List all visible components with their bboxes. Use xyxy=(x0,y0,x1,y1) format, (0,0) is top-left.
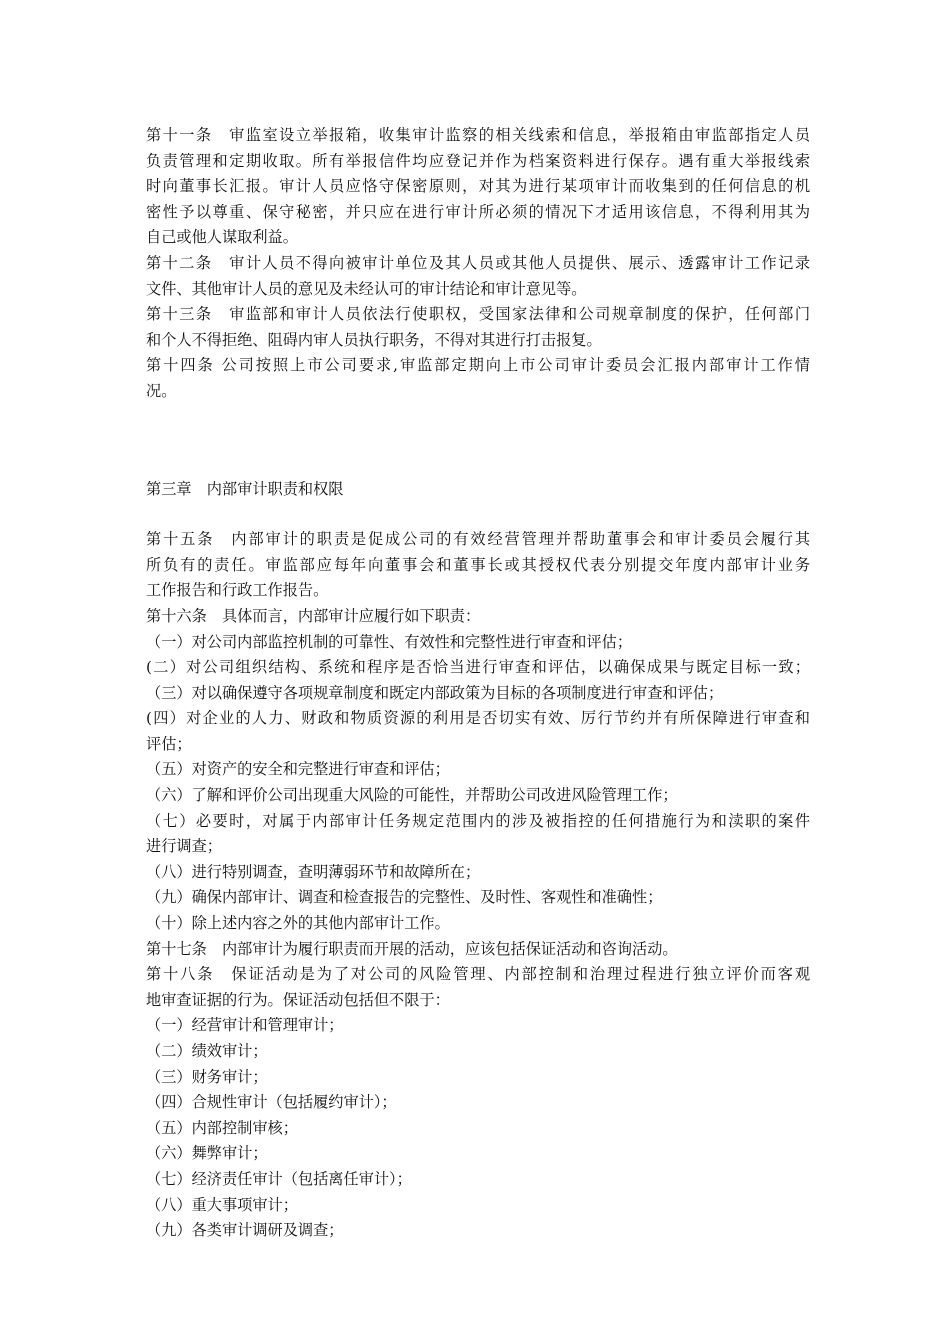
spacer xyxy=(146,405,810,477)
list-item: （七）经济责任审计（包括离任审计）； xyxy=(146,1169,412,1188)
list-item: （三）财务审计； xyxy=(146,1067,268,1086)
paragraph-line: 第十五条 内部审计的职责是促成公司的有效经营管理并帮助董事会和审计委员会履行其 xyxy=(146,530,810,549)
list-item-continuation: 评估； xyxy=(146,734,192,753)
list-item: （三）对以确保遵守各项规章制度和既定内部政策为目标的各项制度进行审查和评估； xyxy=(146,683,724,702)
list-item: （六）舞弊审计； xyxy=(146,1144,268,1163)
paragraph-line: 第十七条 内部审计为履行职责而开展的活动，应该包括保证活动和咨询活动。 xyxy=(146,939,678,958)
list-item: (四）对企业的人力、财政和物质资源的利用是否切实有效、厉行节约并有所保障进行审查和 xyxy=(146,709,810,728)
list-item: (二）对公司组织结构、系统和程序是否恰当进行审查和评估，以确保成果与既定目标一致； xyxy=(146,658,810,677)
paragraph-line: 第十三条 审监部和审计人员依法行使职权，受国家法律和公司规章制度的保护，任何部门 xyxy=(146,305,810,324)
list-item: （一）对公司内部监控机制的可靠性、有效性和完整性进行审查和评估； xyxy=(146,632,632,651)
paragraph-line: 第十一条 审监室设立举报箱，收集审计监察的相关线索和信息，举报箱由审监部指定人员 xyxy=(146,126,810,144)
list-item: （八）重大事项审计； xyxy=(146,1195,298,1214)
section-articles-15-18 xyxy=(146,527,810,1244)
chapter-heading: 第三章 内部审计职责和权限 xyxy=(146,479,344,498)
paragraph-line: 负责管理和定期收取。所有举报信件均应登记并作为档案资料进行保存。遇有重大举报线索 xyxy=(146,151,810,170)
list-item: （五）内部控制审核； xyxy=(146,1118,298,1137)
paragraph-line: 地审查证据的行为。保证活动包括但不限于： xyxy=(146,990,450,1009)
list-item: （六）了解和评价公司出现重大风险的可能性，并帮助公司改进风险管理工作； xyxy=(146,786,678,805)
paragraph-line: 第十二条 审计人员不得向被审计单位及其人员或其他人员提供、展示、透露审计工作记录 xyxy=(146,253,810,272)
paragraph-line: 密性予以尊重、保守秘密，并只应在进行审计所必须的情况下才适用该信息，不得利用其为 xyxy=(146,202,810,221)
document-page xyxy=(146,123,810,1244)
list-item: （九）各类审计调研及调查； xyxy=(146,1221,344,1240)
paragraph-line: 所负有的责任。审监部应每年向董事会和董事长或其授权代表分别提交年度内部审计业务 xyxy=(146,555,810,574)
paragraph-line: 第十六条 具体而言，内部审计应履行如下职责： xyxy=(146,606,481,625)
paragraph-line: 工作报告和行政工作报告。 xyxy=(146,581,329,600)
list-item: （十）除上述内容之外的其他内部审计工作。 xyxy=(146,914,450,933)
paragraph-line: 时向董事长汇报。审计人员应恪守保密原则，对其为进行某项审计而收集到的任何信息的机 xyxy=(146,177,810,196)
list-item: （七）必要时，对属于内部审计任务规定范围内的涉及被指控的任何措施行为和渎职的案件 xyxy=(146,811,810,830)
paragraph-line: 文件、其他审计人员的意见及未经认可的审计结论和审计意见等。 xyxy=(146,279,587,298)
paragraph-line: 自己或他人谋取利益。 xyxy=(146,228,298,247)
list-item: （四）合规性审计（包括履约审计）； xyxy=(146,1093,397,1112)
list-item: （八）进行特别调查，查明薄弱环节和故障所在； xyxy=(146,862,481,881)
spacer xyxy=(146,502,810,527)
paragraph-line: 和个人不得拒绝、阻碍内审人员执行职务，不得对其进行打击报复。 xyxy=(146,330,602,349)
list-item-continuation: 进行调查； xyxy=(146,837,222,856)
section-articles-11-14 xyxy=(146,123,810,405)
list-item: （二）绩效审计； xyxy=(146,1042,268,1060)
list-item: （一）经营审计和管理审计； xyxy=(146,1016,344,1035)
list-item: （五）对资产的安全和完整进行审查和评估； xyxy=(146,760,450,779)
paragraph-line: 况。 xyxy=(146,381,177,400)
paragraph-line: 第十四条 公司按照上市公司要求,审监部定期向上市公司审计委员会汇报内部审计工作情 xyxy=(146,356,810,375)
list-item: （九）确保内部审计、调查和检查报告的完整性、及时性、客观性和准确性； xyxy=(146,888,663,907)
paragraph-line: 第十八条 保证活动是为了对公司的风险管理、内部控制和治理过程进行独立评价而客观 xyxy=(146,965,810,984)
